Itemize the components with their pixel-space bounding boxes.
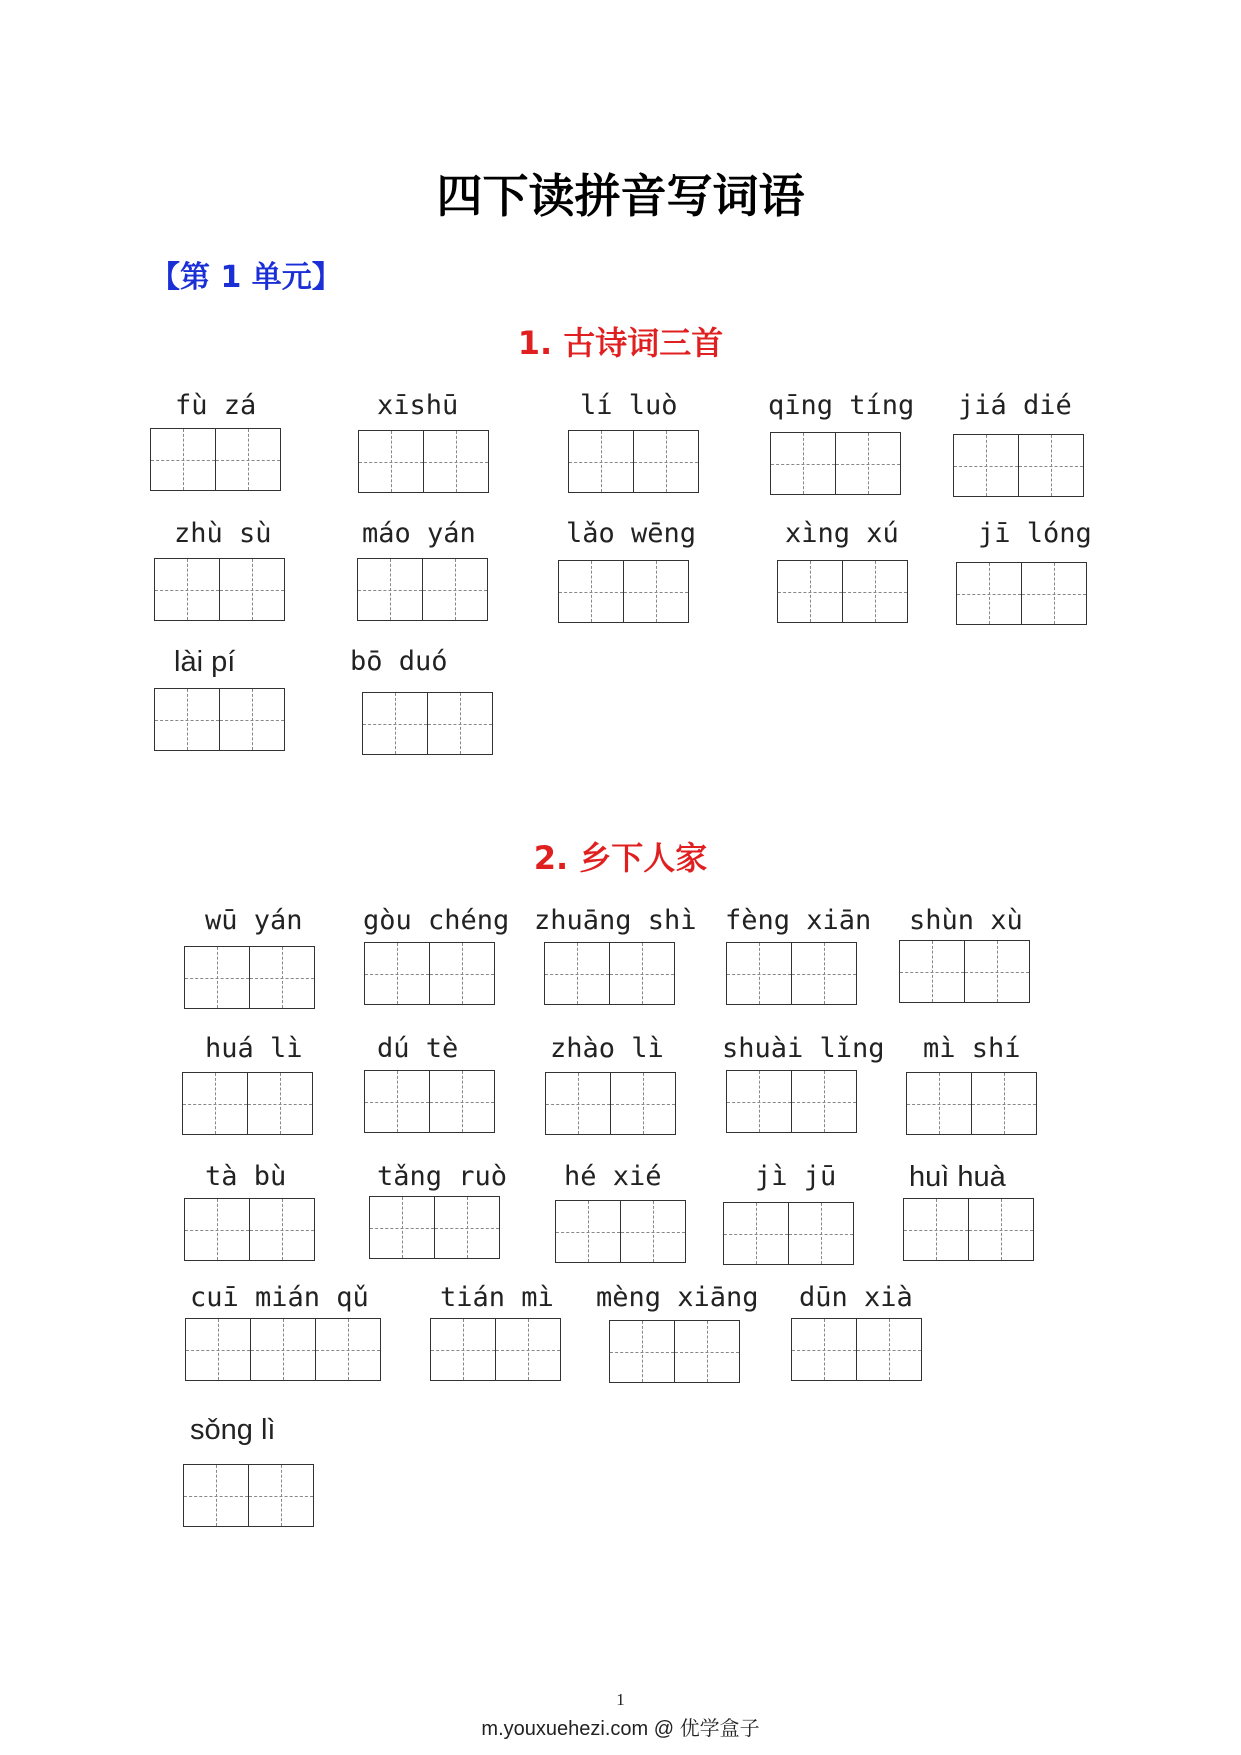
writing-cell[interactable] [358, 558, 423, 621]
writing-boxes [956, 562, 1087, 625]
writing-cell[interactable] [954, 434, 1019, 497]
writing-boxes [369, 1196, 500, 1259]
pinyin-label: jì jū [755, 1161, 837, 1192]
writing-cell[interactable] [185, 1198, 250, 1261]
writing-boxes [544, 942, 675, 1005]
writing-cell[interactable] [907, 1072, 972, 1135]
writing-cell[interactable] [220, 558, 285, 621]
writing-boxes [364, 942, 495, 1005]
writing-cell[interactable] [185, 946, 250, 1009]
writing-cell[interactable] [430, 1070, 495, 1133]
writing-cell[interactable] [904, 1198, 969, 1261]
writing-cell[interactable] [778, 560, 843, 623]
writing-boxes [723, 1202, 854, 1265]
pinyin-label: zhuāng shì [534, 905, 697, 936]
writing-cell[interactable] [496, 1318, 561, 1381]
writing-cell[interactable] [1019, 434, 1084, 497]
writing-cell[interactable] [363, 692, 428, 755]
writing-cell[interactable] [365, 942, 430, 1005]
pinyin-label: fèng xiān [725, 905, 872, 936]
writing-boxes [953, 434, 1084, 497]
writing-cell[interactable] [186, 1318, 251, 1381]
writing-boxes [726, 1070, 857, 1133]
pinyin-label: fù zá [175, 390, 257, 421]
writing-cell[interactable] [727, 942, 792, 1005]
writing-cell[interactable] [428, 692, 493, 755]
writing-cell[interactable] [724, 1202, 789, 1265]
writing-cell[interactable] [843, 560, 908, 623]
writing-boxes [770, 432, 901, 495]
writing-boxes [906, 1072, 1037, 1135]
pinyin-label: jī lóng [978, 518, 1092, 549]
writing-cell[interactable] [771, 432, 836, 495]
pinyin-label: xīshū [377, 390, 459, 421]
writing-boxes [185, 1318, 381, 1381]
lesson-2-title: 2. 乡下人家 [533, 839, 708, 877]
writing-boxes [726, 942, 857, 1005]
writing-boxes [357, 558, 488, 621]
pinyin-label: sǒng lì [190, 1414, 276, 1446]
writing-boxes [150, 428, 281, 491]
writing-cell[interactable] [423, 558, 488, 621]
writing-cell[interactable] [610, 942, 675, 1005]
pinyin-label: tà bù [205, 1161, 287, 1192]
writing-boxes [777, 560, 908, 623]
page-number: 1 [616, 1690, 625, 1709]
writing-cell[interactable] [857, 1318, 922, 1381]
page-title: 四下读拼音写词语 [436, 169, 805, 223]
writing-boxes [154, 558, 285, 621]
pinyin-label: mì shí [923, 1033, 1021, 1064]
writing-cell[interactable] [559, 560, 624, 623]
pinyin-label: huá lì [205, 1033, 303, 1064]
writing-cell[interactable] [220, 688, 285, 751]
pinyin-label: mèng xiāng [596, 1282, 759, 1313]
pinyin-label: tián mì [440, 1282, 554, 1313]
writing-cell[interactable] [611, 1072, 676, 1135]
writing-boxes [545, 1072, 676, 1135]
writing-cell[interactable] [792, 1070, 857, 1133]
writing-boxes [184, 1198, 315, 1261]
pinyin-label: lài pí [174, 646, 236, 678]
writing-cell[interactable] [155, 688, 220, 751]
writing-boxes [183, 1464, 314, 1527]
pinyin-label: shuài lǐng [722, 1033, 885, 1064]
writing-cell[interactable] [424, 430, 489, 493]
pinyin-label: lǎo wēng [566, 518, 697, 549]
writing-boxes [184, 946, 315, 1009]
writing-cell[interactable] [250, 946, 315, 1009]
writing-cell[interactable] [792, 942, 857, 1005]
writing-boxes [154, 688, 285, 751]
writing-cell[interactable] [727, 1070, 792, 1133]
writing-cell[interactable] [151, 428, 216, 491]
pinyin-label: hé xié [564, 1161, 662, 1192]
writing-cell[interactable] [792, 1318, 857, 1381]
writing-cell[interactable] [624, 560, 689, 623]
writing-cell[interactable] [365, 1070, 430, 1133]
unit-heading: 【第 1 单元】 [150, 260, 342, 295]
pinyin-label: huì huà [909, 1161, 1006, 1193]
writing-cell[interactable] [155, 558, 220, 621]
writing-cell[interactable] [546, 1072, 611, 1135]
pinyin-label: dú tè [377, 1033, 459, 1064]
writing-cell[interactable] [431, 1318, 496, 1381]
writing-cell[interactable] [359, 430, 424, 493]
writing-cell[interactable] [634, 430, 699, 493]
lesson-1-title: 1. 古诗词三首 [517, 324, 724, 362]
pinyin-label: zhù sù [174, 518, 272, 549]
writing-boxes [903, 1198, 1034, 1261]
writing-cell[interactable] [248, 1072, 313, 1135]
writing-cell[interactable] [216, 428, 281, 491]
writing-cell[interactable] [972, 1072, 1037, 1135]
writing-cell[interactable] [957, 562, 1022, 625]
pinyin-label: zhào lì [550, 1033, 664, 1064]
pinyin-label: xìng xú [785, 518, 899, 549]
writing-boxes [555, 1200, 686, 1263]
writing-cell[interactable] [435, 1196, 500, 1259]
writing-cell[interactable] [556, 1200, 621, 1263]
writing-boxes [364, 1070, 495, 1133]
pinyin-label: bō duó [350, 646, 448, 677]
pinyin-label: dūn xià [799, 1282, 913, 1313]
writing-cell[interactable] [251, 1318, 316, 1381]
writing-cell[interactable] [250, 1198, 315, 1261]
pinyin-label: máo yán [362, 518, 476, 549]
writing-boxes [358, 430, 489, 493]
writing-boxes [558, 560, 689, 623]
pinyin-label: wū yán [205, 905, 303, 936]
writing-cell[interactable] [836, 432, 901, 495]
writing-boxes [791, 1318, 922, 1381]
writing-cell[interactable] [675, 1320, 740, 1383]
writing-cell[interactable] [569, 430, 634, 493]
writing-boxes [362, 692, 493, 755]
writing-cell[interactable] [789, 1202, 854, 1265]
pinyin-label: jiá dié [958, 390, 1072, 421]
writing-cell[interactable] [545, 942, 610, 1005]
writing-cell[interactable] [969, 1198, 1034, 1261]
pinyin-label: cuī mián qǔ [190, 1282, 369, 1313]
writing-cell[interactable] [610, 1320, 675, 1383]
writing-cell[interactable] [965, 940, 1030, 1003]
pinyin-label: gòu chéng [363, 905, 510, 936]
writing-cell[interactable] [430, 942, 495, 1005]
writing-cell[interactable] [316, 1318, 381, 1381]
writing-cell[interactable] [900, 940, 965, 1003]
writing-boxes [182, 1072, 313, 1135]
writing-boxes [430, 1318, 561, 1381]
writing-cell[interactable] [1022, 562, 1087, 625]
writing-cell[interactable] [183, 1072, 248, 1135]
footer-credit: m.youxuehezi.com @ 优学盒子 [481, 1718, 760, 1740]
writing-boxes [568, 430, 699, 493]
writing-boxes [899, 940, 1030, 1003]
pinyin-label: shùn xù [909, 905, 1023, 936]
pinyin-label: tǎng ruò [377, 1161, 508, 1192]
writing-cell[interactable] [184, 1464, 249, 1527]
pinyin-label: lí luò [580, 390, 678, 421]
writing-cell[interactable] [249, 1464, 314, 1527]
writing-boxes [609, 1320, 740, 1383]
writing-cell[interactable] [370, 1196, 435, 1259]
writing-cell[interactable] [621, 1200, 686, 1263]
pinyin-label: qīng tíng [768, 390, 915, 421]
